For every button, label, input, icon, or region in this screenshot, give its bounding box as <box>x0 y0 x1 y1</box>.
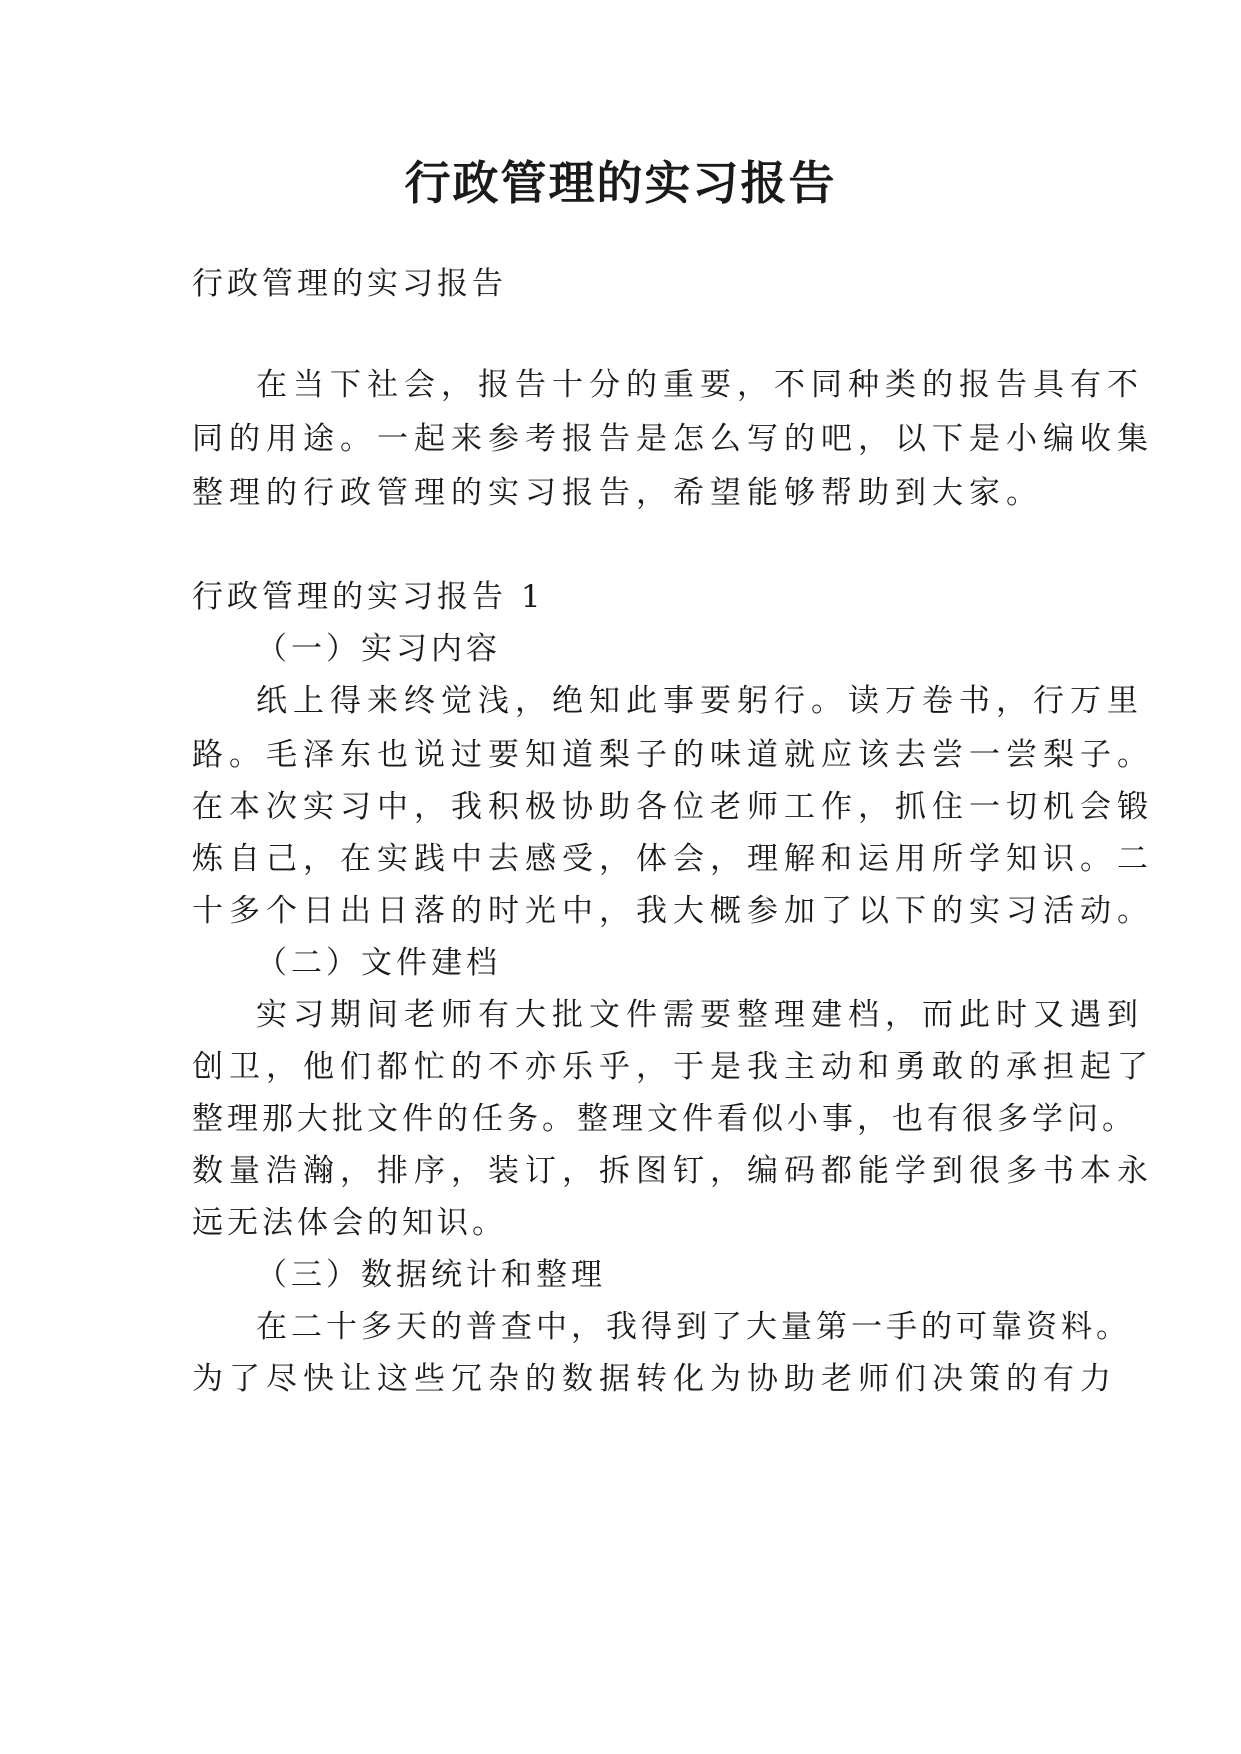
part1-heading: （一）实习内容 <box>256 631 501 667</box>
intro-line-3: 整理的行政管理的实习报告，希望能够帮助到大家。 <box>192 475 1043 511</box>
intro-line-1: 在当下社会，报告十分的重要，不同种类的报告具有不 <box>256 367 1144 403</box>
part3-line-2: 为了尽快让这些冗杂的数据转化为协助老师们决策的有力 <box>192 1361 1117 1397</box>
part1-line-3: 在本次实习中，我积极协助各位老师工作，抓住一切机会锻 <box>192 789 1154 825</box>
part2-heading: （二）文件建档 <box>256 945 501 981</box>
part3-line-1: 在二十多天的普查中，我得到了大量第一手的可靠资料。 <box>256 1309 1131 1345</box>
part2-line-3: 整理那大批文件的任务。整理文件看似小事，也有很多学问。 <box>192 1101 1137 1137</box>
section-heading-1: 行政管理的实习报告 1 <box>192 579 545 615</box>
part1-line-2: 路。毛泽东也说过要知道梨子的味道就应该去尝一尝梨子。 <box>192 737 1154 773</box>
part2-line-2: 创卫，他们都忙的不亦乐乎，于是我主动和勇敢的承担起了 <box>192 1049 1154 1085</box>
part1-line-4: 炼自己，在实践中去感受，体会，理解和运用所学知识。二 <box>192 841 1154 877</box>
document-subtitle: 行政管理的实习报告 <box>192 266 507 302</box>
part1-line-5: 十多个日出日落的时光中，我大概参加了以下的实习活动。 <box>192 893 1154 929</box>
part2-line-1: 实习期间老师有大批文件需要整理建档，而此时又遇到 <box>256 997 1144 1033</box>
part1-line-1: 纸上得来终觉浅，绝知此事要躬行。读万卷书，行万里 <box>256 683 1144 719</box>
part2-line-5: 远无法体会的知识。 <box>192 1205 507 1241</box>
part3-heading: （三）数据统计和整理 <box>256 1257 606 1293</box>
document-title: 行政管理的实习报告 <box>404 156 837 210</box>
part2-line-4: 数量浩瀚，排序，装订，拆图钉，编码都能学到很多书本永 <box>192 1153 1154 1189</box>
intro-line-2: 同的用途。一起来参考报告是怎么写的吧，以下是小编收集 <box>192 421 1154 457</box>
